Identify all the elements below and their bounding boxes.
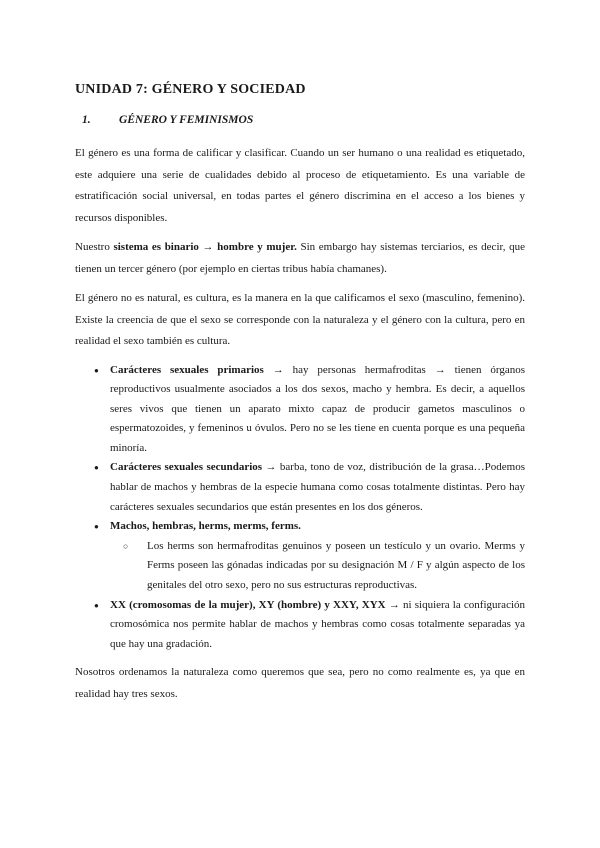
sub-bullet-list <box>110 537 525 596</box>
paragraph-ordenamos-naturaleza: Nosotros ordenamos la naturaleza como queremos que sea, pero no como realmente es, ya que en realidad hay tres sexos. <box>75 666 525 700</box>
bullet-item-machos-hembras <box>75 517 525 595</box>
section-heading <box>82 113 525 128</box>
bullet-icon: ● <box>94 365 99 375</box>
bullet-icon: ● <box>94 600 99 610</box>
sub-bullet-icon: ○ <box>123 540 129 551</box>
bullet-body-machos-hembras <box>110 517 525 595</box>
section-number: 1. <box>82 114 91 126</box>
paragraph-definicion-genero: El género es una forma de calificar y clasificar. Cuando un ser humano o una realidad es etiquetado, este adquiere una serie de cualidades debido al proceso de etiquetamiento. Es una variable de estratificación social universal, en todas partes el género discrimina en el acceso a los bienes y recursos disponibles. <box>75 147 525 224</box>
paragraph-sistema-binario: Nuestro sistema es binario → hombre y mujer. Sin embargo hay sistemas terciarios, es decir, que tienen un tercer género (por ejemplo en ciertas tribus había chamanes). <box>75 241 525 275</box>
paragraph-genero-no-natural: El género no es natural, es cultura, es la manera en la que calificamos el sexo (masculino, femenino). Existe la creencia de que el sexo se corresponde con la naturaleza y el género con la cultura, pero en realidad el sexo también es cultura. <box>75 292 525 347</box>
bullet-icon: ● <box>94 463 99 473</box>
bullet-text-machos-hembras: Machos, hembras, herms, merms, ferms. <box>110 520 301 533</box>
bullet-list <box>75 361 525 655</box>
bullet-item-caracteres-secundarios <box>75 458 525 517</box>
bullet-item-caracteres-primarios <box>75 361 525 459</box>
sub-bullet-item-herms <box>110 537 525 596</box>
bullet-text-caracteres-primarios: Carácteres sexuales primarios → hay personas hermafroditas → tienen órganos reproductivos usualmente asociados a los dos sexos, macho y hembra. Es decir, a aquellos seres vivos que tienen un aparato mixto capaz de producir gametos masculinos o espermatozoides, y femeninos u óvulos. Pero no se les tiene en cuenta porque es una pequeña minoría. <box>110 363 525 454</box>
bullet-item-cromosomas <box>75 596 525 655</box>
bullet-icon: ● <box>94 522 99 532</box>
document-title: UNIDAD 7: GÉNERO Y SOCIEDAD <box>75 82 306 97</box>
bullet-text-caracteres-secundarios: Carácteres sexuales secundarios → barba, tono de voz, distribución de la grasa…Podemos hablar de machos y hembras de la especie humana como cosas totalmente distintas. Pero hay carácteres sexuales secundarios que están presentes en los dos géneros. <box>110 461 525 513</box>
bullet-text-cromosomas: XX (cromosomas de la mujer), XY (hombre) y XXY, XYX → ni siquiera la configuración cromosómica nos permite hablar de machos y hembras como cosas totalmente separadas ya que hay una gradación. <box>110 598 526 650</box>
sub-bullet-text-herms: Los herms son hermafroditas genuinos y poseen un testículo y un ovario. Merms y Ferms poseen las gónadas indicadas por su designación M / F y algún aspecto de los genitales del otro sexo, pero no sus estructuras reproductivas. <box>147 539 525 592</box>
section-title: GÉNERO Y FEMINISMOS <box>119 114 254 126</box>
